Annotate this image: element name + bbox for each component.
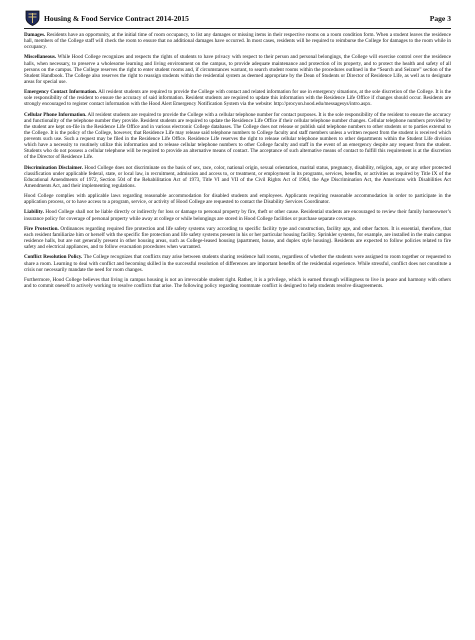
section-heading: Liability. (24, 209, 44, 216)
section-text: Hood College complies with applicable laws regarding reasonable accommodation for disabled students and employees. Applicants requiring reasonable accommodation in order to participate in the application process, or to have access to a program, service, or activity of Hood College are requested to contact the Disability Services Coordinator. (24, 193, 451, 206)
section-heading: Emergency Contact Information. (24, 89, 98, 96)
paragraph-miscellaneous (24, 54, 451, 84)
paragraph-accommodation (24, 193, 451, 205)
header-left (24, 10, 189, 26)
section-text: Furthermore, Hood College believes that living in campus housing is not an irrevocable student right. Rather, it is a privilege, which is earned through willingness to live in peace and harmony with others and to commit oneself to actively working to resolve conflicts that arise. The following policy regarding roommate conflict is designed to help students resolve disagreements. (24, 276, 451, 289)
paragraph-damages (24, 32, 451, 50)
section-text: Hood College shall not be liable directly or indirectly for loss or damage to personal property by fire, theft or other cause. Residential students are encouraged to review their family homeowner’s insurance policy for coverage of personal property while away at college or while belongings are stored in Hood College facilities or purchase separate coverage. (24, 209, 451, 222)
section-text: All resident students are required to provide the College with a cellular telephone number for contact purposes. It is the sole responsibility of the resident to ensure the accuracy and functionality of the telephone number they provide. Resident students are required to update the Residence Life Office if their cellular telephone number changes. Cellular telephone numbers provided by the student are kept on-file in the Residence Life Office and in various electronic College databases. The College does not release or publish said telephone numbers to other students or to parties external to the College. It is the policy of the College, however, that Residence Life may release said telephone numbers to College faculty and staff members unless a written request from the student is received which prevents such use. Such a request may be filed in the Residence Life Office. Residence Life reserves the right to release cellular telephone numbers to other departments within the Student Life division which have a necessity to routinely utilize this information and to release cellular telephone numbers to other College faculty and staff in the event of an emergency despite any request from the student. Students who do not possess a cellular telephone will be required to provide an alternative means of contact. The acceptance of such alternative means of contact to fulfill this requirement is at the discretion of the Director of Residence Life. (24, 111, 452, 161)
paragraph-emergency-contact (24, 89, 451, 107)
section-text: Ordinances regarding required fire protection and life safety systems vary according to specific facility type and construction, facility age, and other factors. It is essential, therefore, that each resident familiarize him or herself with the specific fire protection and life safety systems present in his or her particular housing facility. Sprinkler systems, for example, are installed in the main campus residence halls, but are not generally present in other housing areas, such as College-leased housing (apartment, house, and duplex style housing). Residents are expected to follow policies related to fire safety and electrical appliances, and to follow evacuation procedures when warranted. (24, 225, 451, 251)
section-heading: Discrimination Disclaimer. (24, 164, 83, 171)
paragraph-liability (24, 209, 451, 221)
section-text: Residents have an opportunity, at the initial time of room occupancy, to list any damages or missing items in their respective rooms on a room condition form. When a student leaves the residence hall, members of the College staff will check the room to ensure that no additional damages have occurred. In most cases, residents will be required to reimburse the College for damages to the room while in occupancy. (24, 32, 451, 51)
paragraph-fire-protection (24, 226, 451, 250)
section-heading: Damages. (24, 32, 46, 38)
paragraph-conflict-resolution (24, 254, 451, 272)
section-heading: Miscellaneous. (24, 54, 57, 61)
section-text: All resident students are required to provide the College with contact and related information for use in emergency situations, at the sole discretion of the College. It is the sole responsibility of the resident to ensure the accuracy of said information. Resident students are required to update this information with the Residence Life Office if changes should occur. Residents are strongly encouraged to register contact information with the Hood Alert Emergency Notification System via the website: http://procyon.hood.edu/messagesys/intro.aspx. (24, 89, 451, 108)
paragraph-discrimination (24, 165, 451, 189)
section-text: Hood College does not discriminate on the basis of sex, race, color, national origin, sexual orientation, marital status, pregnancy, disability, religion, age, or any other protected classification under applicable federal, state, or local law, in recruitment, admission and access to, or treatment, or employment in its programs, services, benefits, or activities as required by Title IX of the Educational Amendments of 1972, Section 504 of the Rehabilitation Act of 1973, Title VI and VII of the Civil Rights Act of 1964, the Age Discrimination Act, the Americans with Disabilities Act Amendments Act, and their implementing regulations. (24, 164, 451, 189)
page-number: Page 3 (429, 13, 451, 23)
section-heading: Conflict Resolution Policy. (24, 254, 83, 261)
body-content (24, 32, 451, 289)
section-text: While Hood College recognizes and respects the rights of students to have privacy with respect to their person and personal belongings, the College will exercise control over the residence halls, when necessary, to preserve a wholesome learning and living environment on the campus, to provide adequate maintenance and protection of its property, and to protect the health and safety of all persons on the campus. The College reserves the right to enter student rooms and, if circumstances warrant, to search student rooms within the procedures outlined in the “Search and Seizure” section of the Student Handbook. The College also reserves the right to reassign students within the residential system as deemed appropriate by the Dean of Students or Director of Residence Life, as well as to designate areas for special use. (24, 54, 451, 85)
page-header (24, 10, 451, 29)
contract-title: Housing & Food Service Contract 2014-2015 (44, 13, 189, 23)
paragraph-cellular-phone (24, 112, 451, 161)
section-heading: Cellular Phone Information. (24, 111, 87, 118)
paragraph-housing-privilege (24, 277, 451, 289)
hood-college-logo-icon (24, 10, 40, 26)
section-heading: Fire Protection. (24, 225, 59, 232)
section-text: The College recognizes that conflicts may arise between students sharing residence hall rooms, regardless of whether the students were assigned to room together or requested to share a room. Learning to deal with conflict and becoming skilled in the successful resolution of differences are important benefits of the residential experience. While stressful, conflict does not constitute a crisis nor necessarily mandate the need for room changes. (24, 254, 451, 273)
